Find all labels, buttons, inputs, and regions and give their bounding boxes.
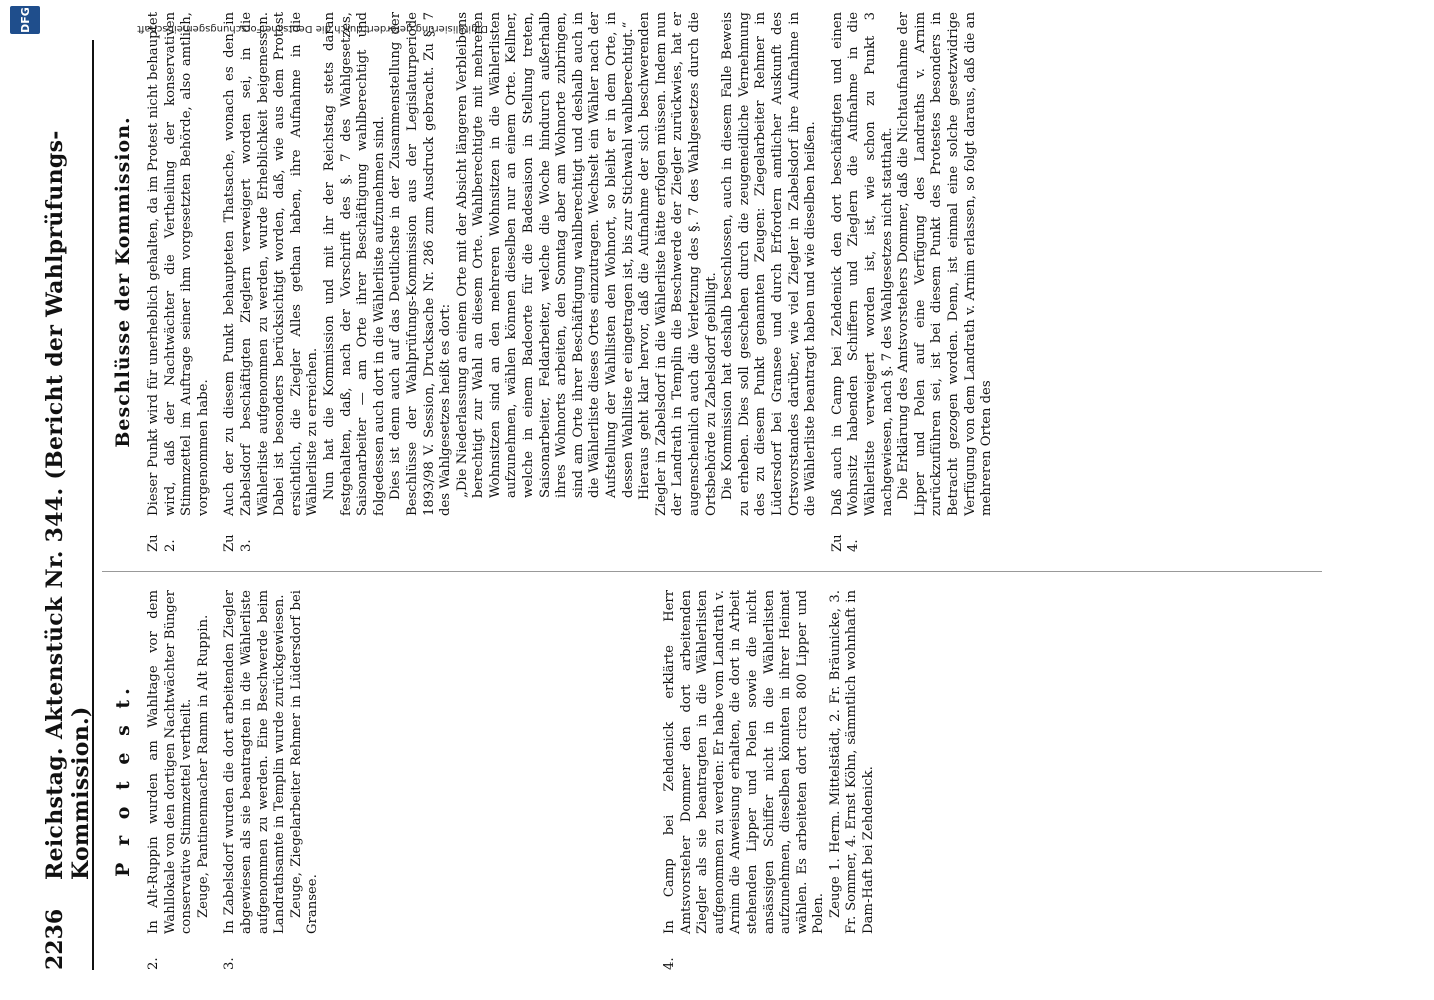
item-number: 3. (222, 957, 238, 970)
decision-paragraph: Nun hat die Kommission und mit ihr der Reichstag stets daran festgehalten, daß, nach der Vorschrift des §. 7 des Wahlgesetzes, Saisonarbeiter — am Orte ihrer Beschäftigung wahlberechtigt und folgedessen auch dort in die Wählerliste aufzunehmen sind. (321, 12, 387, 516)
protest-heading: P r o t e s t. (112, 683, 134, 877)
decision-paragraph: Daß auch in Camp bei Zehdenick den dort beschäftigten und einen Wohnsitz habenden Schiffern und Zieglern die Aufnahme in die Wählerliste verweigert worden ist, ist, wie schon zu Punkt 3 nachgewiesen, nach §. 7 des Wahlgesetzes nicht statthaft. (829, 12, 895, 516)
item-number: Zu 3. (222, 534, 254, 552)
protest-item-3 (222, 590, 322, 970)
decision-paragraph: Hieraus geht klar hervor, daß die Aufnahme der sich beschwerenden Ziegler in Zabelsdorf in die Wählerliste hätte erfolgen müssen. Indem nun der Landrath in Templin die Beschwerde der Ziegler zurückwies, hat er augenscheinlich auch die Verletzung des §. 7 des Wahlgesetzes durch die Ortsbehörde zu Zabelsdorf gebilligt. (637, 12, 719, 516)
running-title: Reichstag. Aktenstück Nr. 344. (Bericht der Wahlprüfungs-Kommission.) (42, 130, 94, 880)
item-witness: Zeuge, Pantinenmacher Ramm in Alt Ruppin. (195, 614, 211, 918)
item-text: In Camp bei Zehdenick erklärte Herr Amtsvorsteher Dommer den dort arbeitenden Ziegler als sie beantragten in die Wählerlisten aufgenommen zu werden: Er habe vom Landrath v. Arnim die Anweisung erhalten, die dort in Arbeit stehenden Lipper und Polen sowie die nicht ansässigen Schiffer nicht in die Wählerlisten aufzunehmen, dieselben könnten in ihrer Heimat wählen. Es arbeiteten dort circa 800 Lipper und Polen. (661, 590, 827, 934)
digitization-credit: Digitalisierung gefördert durch die Deutsche Forschungsgemeinschaft (137, 23, 488, 34)
dfg-logo: DFG (10, 6, 40, 34)
digitization-sidebar (0, 0, 1434, 40)
page-number: 2236 (42, 908, 68, 970)
protest-item-2 (146, 590, 212, 970)
commission-decisions-column (106, 12, 1006, 552)
decision-paragraph: Die Erklärung des Amtsvorstehers Dommer, daß die Nichtaufnahme der Lipper und Polen auf eine Verfügung des Landraths v. Arnim zurückzuführen sei, ist bei diesem Punkt des Protestes besonders in Betracht gezogen worden. Denn, ist einmal eine solche gesetzwidrige Verfügung von dem Landrath v. Arnim erlassen, so folgt daraus, daß die an mehreren Orten des (896, 12, 995, 516)
item-text: In Alt-Ruppin wurden am Wahltage vor dem Wahllokale von den dortigen Nachtwächter Bünger conservative Stimmzettel vertheilt. (146, 590, 195, 934)
item-number: 4. (661, 957, 677, 970)
decision-paragraph: Auch der zu diesem Punkt behaupteten Thatsache, wonach es den in Zabelsdorf beschäftigten Zieglern verweigert worden sei, in die Wählerliste aufgenommen zu werden, wurde Erheblichkeit beigemessen. Dabei ist besonders berücksichtigt worden, daß, wie aus dem Protest ersichtlich, die Ziegler Alles gethan haben, ihre Aufnahme in die Wählerliste zu erreichen. (222, 12, 321, 516)
decision-quote: „Die Niederlassung an einem Orte mit der Absicht längeren Verbleibens berechtigt zur Wahl an diesem Orte. Wahlberechtigte mit mehreren Wohnsitzen sind an den mehreren Wohnsitzen in die Wählerlisten aufzunehmen, wählen können dieselben nur an einem Orte. Kellner, welche in einem Badeorte für die Badesaison in Stellung treten, Saisonarbeiter, Feldarbeiter, welche die Woche hindurch außerhalb ihres Wohnorts arbeiten, den Sonntag aber am Wohnorte zubringen, sind am Orte ihrer Beschäftigung wahlberechtigt und deshalb auch in die Wählerliste dieses Ortes einzutragen. Wechselt ein Wähler nach der Aufstellung der Wahllisten den Wohnort, so bleibt er in dem Orte, in dessen Wahlliste er eingetragen ist, bis zur Stichwahl wahlberechtigt.“ (454, 12, 636, 498)
protest-item-4 (662, 590, 878, 970)
page-header (28, 40, 94, 970)
decision-item-2 (146, 12, 212, 552)
item-number: Zu 2. (146, 534, 178, 552)
decision-paragraph: Dieser Punkt wird für unerheblich gehalten, da im Protest nicht behauptet wird, daß der Nachtwächter die Vertheilung der konservativen Stimmzettel im Auftrage seiner ihm vorgesetzten Behörde, also amtlich, vorgenommen habe. (146, 12, 211, 516)
protest-column (106, 590, 888, 970)
column-divider (102, 571, 1322, 572)
decision-paragraph: Dies ist denn auch auf das Deutlichste in der Zusammenstellung der Beschlüsse der Wahlprüfungs-Kommission aus der Legislaturperiode 1893/98 V. Session, Drucksache Nr. 286 zum Ausdruck gebracht. Zu §. 7 des Wahlgesetzes heißt es dort: (388, 12, 454, 516)
item-number: Zu 4. (829, 534, 862, 552)
decision-item-4 (830, 12, 996, 552)
item-number: 2. (146, 957, 161, 970)
decision-item-3 (222, 12, 819, 552)
item-text: In Zabelsdorf wurden die dort arbeitenden Ziegler abgewiesen als sie beantragten in die Wählerliste aufgenommen zu werden. Eine Beschwerde beim Landrathsamte in Templin wurde zurückgewiesen. (222, 590, 288, 934)
item-witness: Zeuge, Ziegelarbeiter Rehmer in Lüdersdorf bei Gransee. (288, 590, 321, 934)
decisions-heading: Beschlüsse der Kommission. (112, 116, 134, 448)
item-witness: Zeuge 1. Herm. Mittelstädt, 2. Fr. Bräunicke, 3. Fr. Sommer, 4. Ernst Köhn, sämmtlich wohnhaft in Dam-Haft bei Zehdenick. (827, 590, 877, 934)
decision-paragraph: Die Kommission hat deshalb beschlossen, auch in diesem Falle Beweis zu erheben. Dies soll geschehen durch die zeugeneidliche Vernehmung des zu diesem Punkt genannten Zeugen: Ziegelarbeiter Rehmer in Lüdersdorf bei Gransee und durch Erfordern amtlicher Auskunft des Ortsvorstandes darüber, wie viel Ziegler in Zabelsdorf ihre Aufnahme in die Wählerliste beantragt haben und wie dieselben heißen. (720, 12, 819, 516)
column-spacer (332, 590, 662, 970)
